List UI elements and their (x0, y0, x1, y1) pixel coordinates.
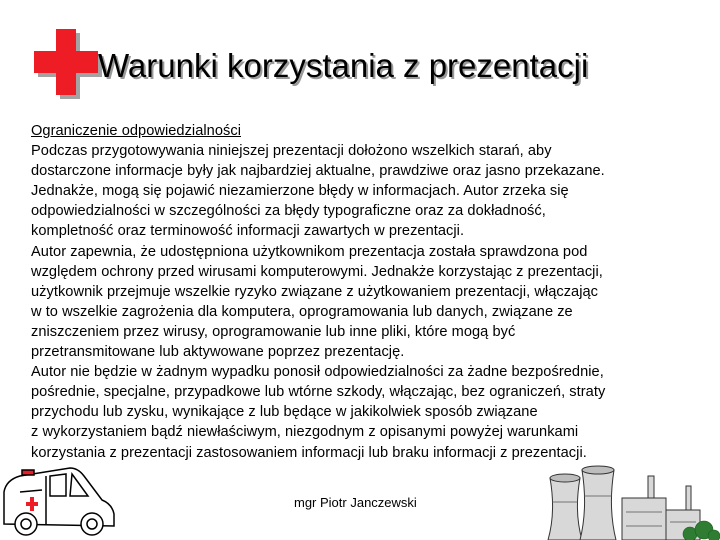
paragraph-line: Podczas przygotowywania niniejszej prezentacji dołożono wszelkich starań, aby (31, 143, 552, 160)
red-cross-icon (28, 25, 108, 105)
paragraph-line: pośrednie, specjalne, przypadkowe lub wtórne szkody, włączając, bez ograniczeń, straty (31, 384, 606, 401)
disclaimer-text (31, 121, 696, 463)
paragraph-line: przychodu lub zysku, wynikające z lub będące w jakikolwiek sposób związane (31, 404, 538, 421)
ambulance-icon (0, 462, 120, 540)
paragraph-line: zniszczeniem przez wirusy, oprogramowanie lub inne pliki, które mogą być (31, 323, 516, 340)
paragraph-line: korzystania z prezentacji zastosowaniem informacji lub braku informacji z prezentacji. (31, 444, 587, 461)
paragraph-line: Autor nie będzie w żadnym wypadku ponosił odpowiedzialności za żadne bezpośrednie, (31, 364, 604, 381)
paragraph-line: w to wszelkie zagrożenia dla komputera, oprogramowania lub danych, związane ze (31, 303, 573, 320)
paragraph-line: kompletność oraz terminowość informacji zawartych w prezentacji. (31, 223, 465, 240)
paragraph-line: użytkownik przejmuje wszelkie ryzyko związane z użytkowaniem prezentacji, włączając (31, 283, 599, 300)
slide-title: Warunki korzystania z prezentacji (98, 47, 589, 84)
paragraph-line: z wykorzystaniem bądź niewłaściwym, niezgodnym z opisanymi powyżej warunkami (31, 424, 579, 441)
author-name: mgr Piotr Janczewski (294, 495, 417, 510)
paragraph-line: dostarczone informacje były jak najbardziej aktualne, prawdziwe oraz jasno przekazane. (31, 163, 605, 180)
paragraph-line: przetransmitowane lub aktywowane poprzez prezentację. (31, 344, 405, 361)
paragraph-line: względem ochrony przed wirusami komputerowymi. Jednakże korzystając z prezentacji, (31, 263, 603, 280)
section-heading: Ograniczenie odpowiedzialności (31, 123, 241, 139)
paragraph-line: Autor zapewnia, że udostępniona użytkownikom prezentacja została sprawdzona pod (31, 243, 588, 260)
paragraph-line: Jednakże, mogą się pojawić niezamierzone błędy w informacjach. Autor zrzeka się (31, 183, 569, 200)
power-plant-icon (540, 462, 720, 540)
paragraph-line: odpowiedzialności w szczególności za błędy typograficzne oraz za dokładność, (31, 203, 546, 220)
